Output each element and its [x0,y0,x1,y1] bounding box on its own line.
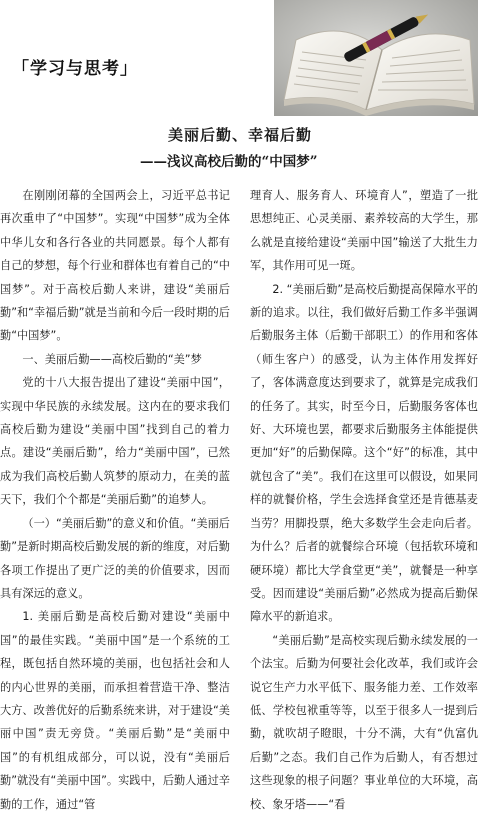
paragraph: 1. 美丽后勤是高校后勤对建设“美丽中国”的最佳实践。“美丽中国”是一个系统的工程，既包括自然环境的美丽，也包括社会和人的内心世界的美丽，而承担着营造干净、整洁大方、改善优好的后勤系统来讲，对于建设“美丽中国”责无旁贷。“美丽后勤”是“美丽中国”的有机组成部分，可以说，没有“美丽后勤”就没有“美丽中国”。实践中，后勤人通过辛勤的工作，通过“管 [0,610,230,811]
paragraph: 2. “美丽后勤”是高校后勤提高保障水平的新的追求。以往，我们做好后勤工作多半强调后勤服务主体（后勤干部职工）的作用和客体（师生客户）的感受，认为主体作用发挥好了，客体满意度达到要求了，就算是完成我们的任务了。其实，时至今日，后勤服务客体也好、大环境也罢，都要求后勤服务主体能提供更加“好”的后勤保障。这个“好”的标准，其中就包含了“美”。我们在这里可以假设，如果同样的就餐价格，学生会选择食堂还是肯德基麦当劳？用脚投票，绝大多数学生会走向后者。为什么？后者的就餐综合环境（包括软环境和硬环境）都比大学食堂更“美”，就餐是一种享受。因而建设“美丽后勤”必然成为提高后勤保障水平的新追求。 [250,282,478,624]
paragraph: 在刚刚闭幕的全国两会上，习近平总书记再次重申了“中国梦”。实现“中国梦”成为全体中华儿女和各行各业的共同愿景。每个人都有自己的梦想，每个行业和群体也有着自己的“中国梦”。对于高校后勤人来讲，建设“美丽后勤”和“幸福后勤”就是当前和今后一段时期的后勤“中国梦”。 [0,189,230,343]
right-column [250,184,478,811]
section-tag: 「学习与思考」 [12,59,138,79]
paragraph: （一）“美丽后勤”的意义和价值。“美丽后勤”是新时期高校后勤发展的新的维度，对后勤各项工作提出了更广泛的美的价值要求，因而具有深远的意义。 [0,516,230,600]
left-column [0,184,230,811]
book-pen-photo [274,0,478,116]
paragraph: 一、美丽后勤——高校后勤的“美”梦 [22,352,202,366]
article-subtitle: ——浅议高校后勤的“中国梦” [140,154,318,170]
open-book-icon [274,0,478,116]
paragraph: 理育人、服务育人、环境育人”，塑造了一批思想纯正、心灵美丽、素养较高的大学生，那么就是直接给建设“美丽中国”输送了大批生力军，其作用可见一斑。 [250,189,478,273]
paragraph: 党的十八大报告提出了建设“美丽中国”，实现中华民族的永续发展。这内在的要求我们高校后勤为建设“美丽中国”找到自己的着力点。建设“美丽后勤”，给力“美丽中国”，已然成为我们高校后勤人筑梦的原动力，在美的蓝天下，我们个个都是“美丽后勤”的追梦人。 [0,376,230,507]
article-title: 美丽后勤、幸福后勤 [167,126,312,144]
paragraph: “美丽后勤”是高校实现后勤永续发展的一个法宝。后勤为何要社会化改革，我们或许会说它生产力水平低下、服务能力差、工作效率低、学校包袱重等等，以至于很多人一提到后勤，就吹胡子瞪眼，十分不满，大有“仇富仇后勤”之态。我们自己作为后勤人，有否想过这些现象的根子问题？事业单位的大环境，高校、象牙塔——“看 [250,633,478,811]
